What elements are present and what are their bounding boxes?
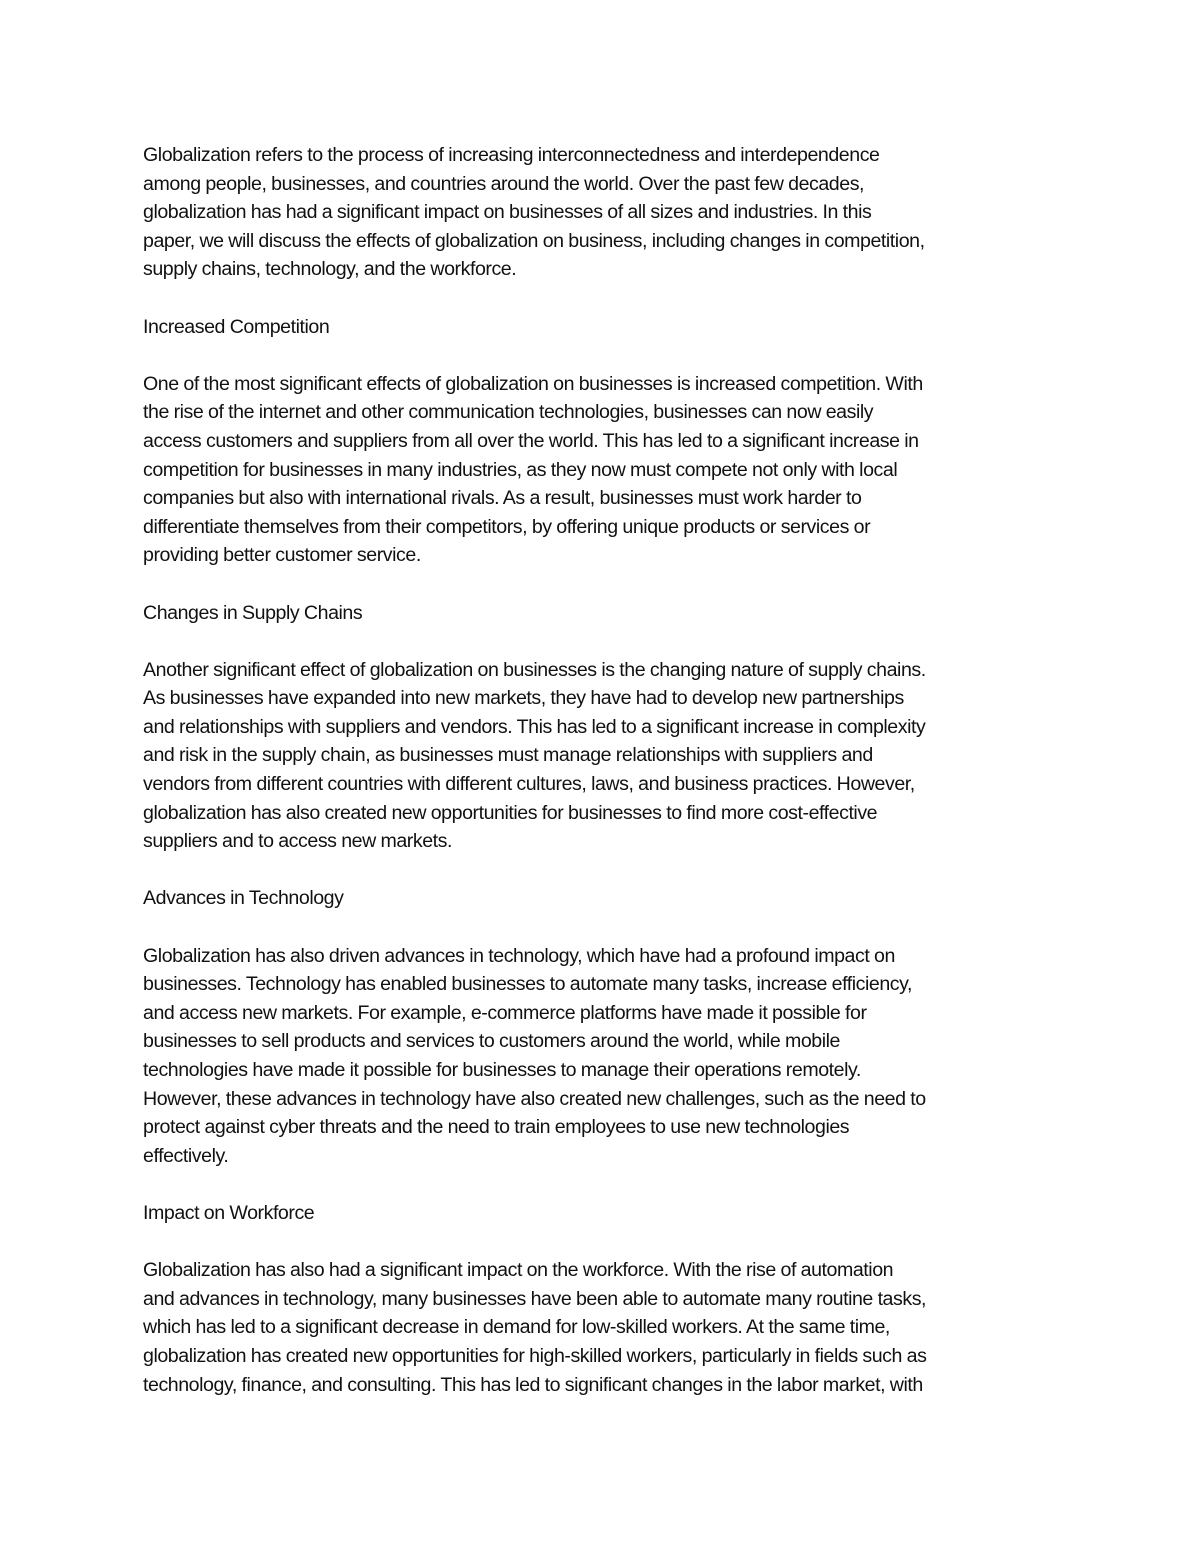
section-heading xyxy=(143,313,1068,342)
paragraph xyxy=(143,370,1068,570)
paragraph xyxy=(143,942,1068,1171)
heading-text: Changes in Supply Chains xyxy=(143,601,363,624)
paragraph-line: suppliers and to access new markets. xyxy=(143,830,453,853)
paragraph xyxy=(143,656,1068,856)
paragraph-line: effectively. xyxy=(143,1144,229,1167)
paragraph-line: vendors from different countries with different cultures, laws, and business practices. However, xyxy=(143,773,915,796)
paragraph-line: globalization has had a significant impact on businesses of all sizes and industries. In this xyxy=(143,201,872,224)
paragraph-line: businesses to sell products and services to customers around the world, while mobile xyxy=(143,1030,840,1053)
paragraph-line: protect against cyber threats and the need to train employees to use new technologies xyxy=(143,1116,850,1139)
paragraph-line: Globalization has also had a significant impact on the workforce. With the rise of automation xyxy=(143,1259,894,1282)
paragraph-line: the rise of the internet and other communication technologies, businesses can now easily xyxy=(143,401,874,424)
paragraph-line: and advances in technology, many businesses have been able to automate many routine tasks, xyxy=(143,1287,927,1310)
heading-text: Increased Competition xyxy=(143,315,330,338)
paragraph-line: technologies have made it possible for businesses to manage their operations remotely. xyxy=(143,1059,861,1081)
paragraph xyxy=(143,141,1068,284)
paragraph-line: As businesses have expanded into new markets, they have had to develop new partnerships xyxy=(143,687,904,710)
section-heading xyxy=(143,884,1068,913)
paragraph-line: providing better customer service. xyxy=(143,544,421,567)
paragraph-line: Globalization has also driven advances in technology, which have had a profound impact on xyxy=(143,944,895,967)
paragraph-line: among people, businesses, and countries around the world. Over the past few decades, xyxy=(143,172,865,195)
paragraph-line: and relationships with suppliers and vendors. This has led to a significant increase in complexity xyxy=(143,715,926,738)
section-heading xyxy=(143,599,1068,628)
section-heading xyxy=(143,1199,1068,1228)
paragraph-line: supply chains, technology, and the workforce. xyxy=(143,258,517,281)
paragraph-line: competition for businesses in many industries, as they now must compete not only with local xyxy=(143,458,898,481)
paragraph-line: technology, finance, and consulting. This has led to significant changes in the labor market, with xyxy=(143,1373,923,1396)
paragraph-line: businesses. Technology has enabled businesses to automate many tasks, increase efficiency, xyxy=(143,973,913,996)
paragraph-line: and access new markets. For example, e-commerce platforms have made it possible for xyxy=(143,1001,867,1024)
paragraph-line: However, these advances in technology have also created new challenges, such as the need to xyxy=(143,1087,926,1110)
heading-text: Impact on Workforce xyxy=(143,1201,315,1224)
paragraph-line: globalization has created new opportunities for high-skilled workers, particularly in fields such as xyxy=(143,1344,927,1367)
paragraph-line: and risk in the supply chain, as businesses must manage relationships with suppliers and xyxy=(143,744,873,767)
paragraph-line: Globalization refers to the process of increasing interconnectedness and interdependence xyxy=(143,144,880,166)
paragraph-line: Another significant effect of globalization on businesses is the changing nature of supply chains. xyxy=(143,658,926,681)
paragraph-line: companies but also with international rivals. As a result, businesses must work harder to xyxy=(143,487,862,510)
heading-text: Advances in Technology xyxy=(143,887,344,910)
paragraph xyxy=(143,1256,1068,1399)
paragraph-line: which has led to a significant decrease in demand for low-skilled workers. At the same time, xyxy=(143,1316,890,1339)
document-body xyxy=(143,141,1068,1428)
paragraph-line: globalization has also created new opportunities for businesses to find more cost-effective xyxy=(143,801,878,824)
paragraph-line: differentiate themselves from their competitors, by offering unique products or services or xyxy=(143,515,871,538)
paragraph-line: access customers and suppliers from all over the world. This has led to a significant increase in xyxy=(143,429,919,452)
paragraph-line: paper, we will discuss the effects of globalization on business, including changes in competition, xyxy=(143,229,925,252)
paragraph-line: One of the most significant effects of globalization on businesses is increased competition. With xyxy=(143,372,923,395)
